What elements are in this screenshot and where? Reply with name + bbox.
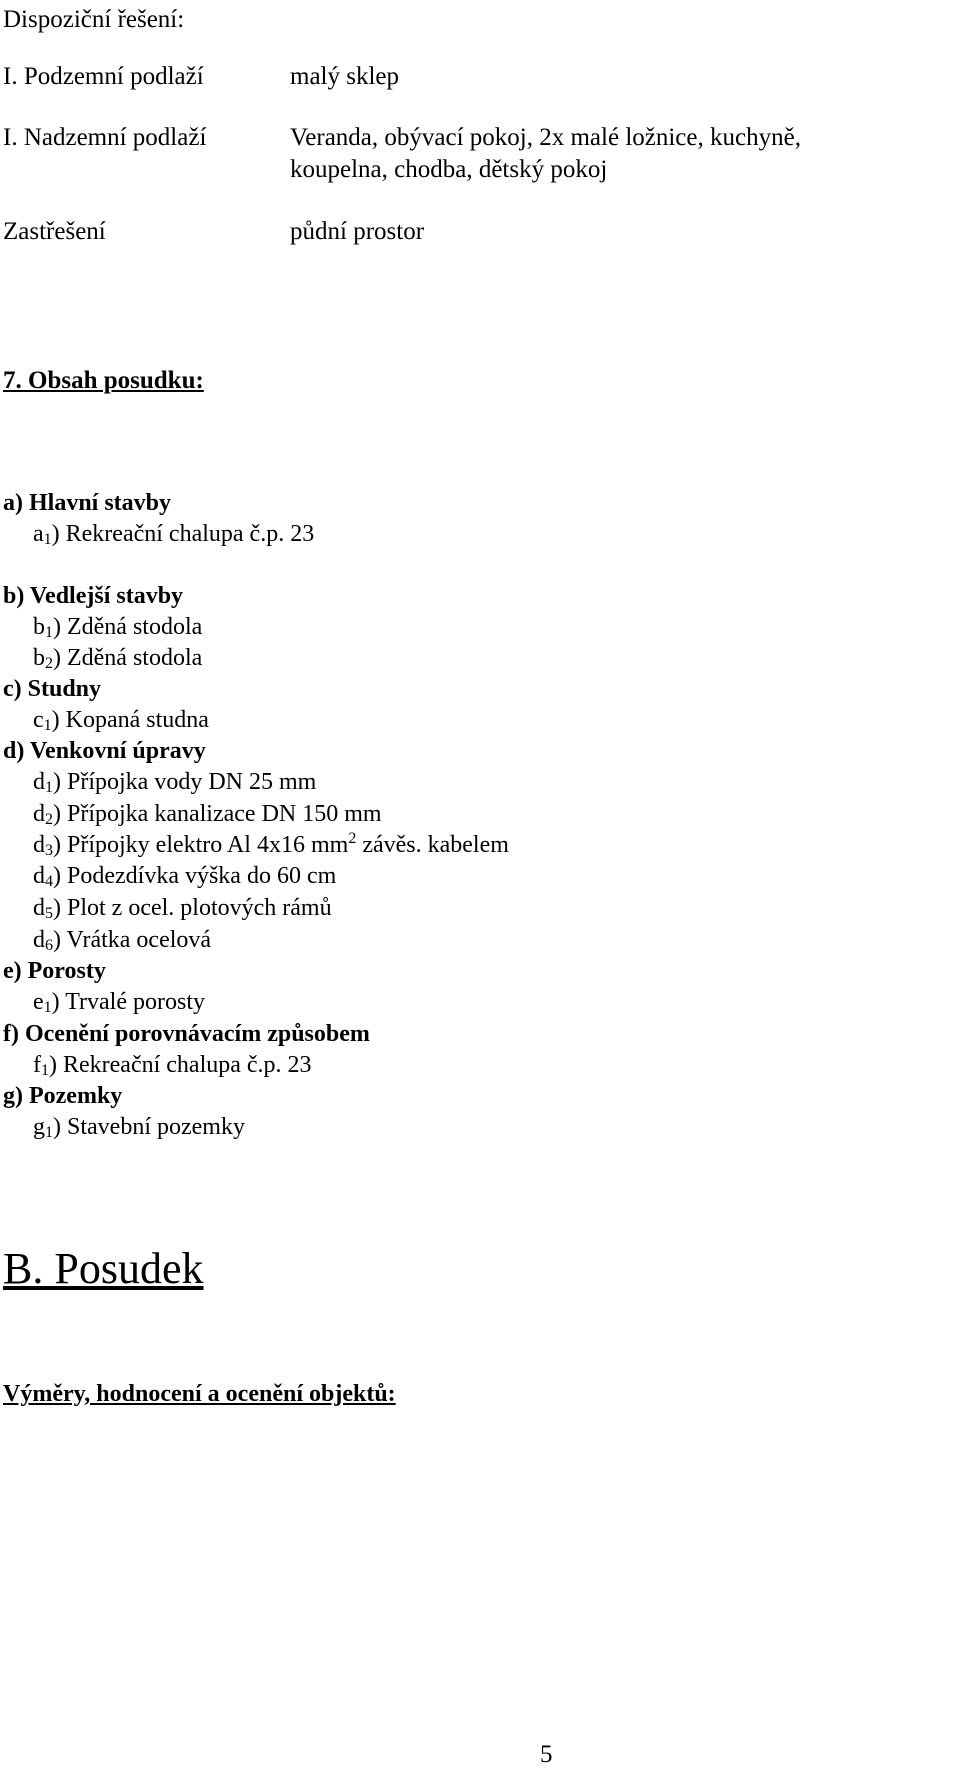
row-value-aboveground-line1: Veranda, obývací pokoj, 2x malé ložnice, kuchyně, — [290, 124, 801, 151]
contents-heading-e: e) Porosty — [3, 958, 106, 984]
contents-item-g1: $g_1$) Stavební pozemky — [33, 1114, 245, 1141]
contents-heading-f: f) Ocenění porovnávacím způsobem — [3, 1021, 370, 1047]
contents-item-d5: $d_5$) Plot z ocel. plotových rámů — [33, 895, 332, 922]
row-label-underground: I. Podzemní podlaží — [3, 63, 204, 90]
contents-item-c1: $c_1$) Kopaná studna — [33, 707, 209, 734]
contents-heading-d: d) Venkovní úpravy — [3, 738, 206, 764]
contents-heading-b: b) Vedlejší stavby — [3, 583, 184, 609]
section-b-heading: B. Posudek — [3, 1244, 204, 1293]
contents-item-b1: $b_1$) Zděná stodola — [33, 614, 203, 641]
contents-item-d6: $d_6$) Vrátka ocelová — [33, 927, 212, 954]
contents-heading-g: g) Pozemky — [3, 1083, 123, 1109]
row-value-roof: půdní prostor — [290, 218, 425, 245]
contents-heading-a: a) Hlavní stavby — [3, 490, 172, 516]
subsection-heading: Výměry, hodnocení a ocenění objektů: — [3, 1381, 396, 1407]
contents-item-e1: $e_1$) Trvalé porosty — [33, 989, 205, 1016]
row-label-roof: Zastřešení — [3, 218, 106, 245]
contents-item-d1: $d_1$) Přípojka vody DN 25 mm — [33, 769, 317, 796]
section7-heading: 7. Obsah posudku: — [3, 367, 204, 394]
row-value-aboveground-line2: koupelna, chodba, dětský pokoj — [290, 156, 608, 183]
row-label-aboveground: I. Nadzemní podlaží — [3, 124, 207, 151]
disposition-title: Dispoziční řešení: — [3, 6, 185, 33]
contents-item-b2: $b_2$) Zděná stodola — [33, 645, 203, 672]
contents-item-d4: $d_4$) Podezdívka výška do 60 cm — [33, 863, 337, 890]
contents-item-f1: $f_1$) Rekreační chalupa č.p. 23 — [33, 1052, 312, 1079]
contents-heading-c: c) Studny — [3, 676, 102, 702]
page-number: 5 — [540, 1741, 553, 1768]
contents-item-d3: $d_3$) Přípojky elektro Al 4x16 $mm^2$ závěs. kabelem — [33, 830, 509, 859]
row-value-underground: malý sklep — [290, 63, 400, 90]
contents-item-a1: $a_1$) Rekreační chalupa č.p. 23 — [33, 521, 315, 548]
contents-item-d2: $d_2$) Přípojka kanalizace DN 150 mm — [33, 801, 382, 828]
